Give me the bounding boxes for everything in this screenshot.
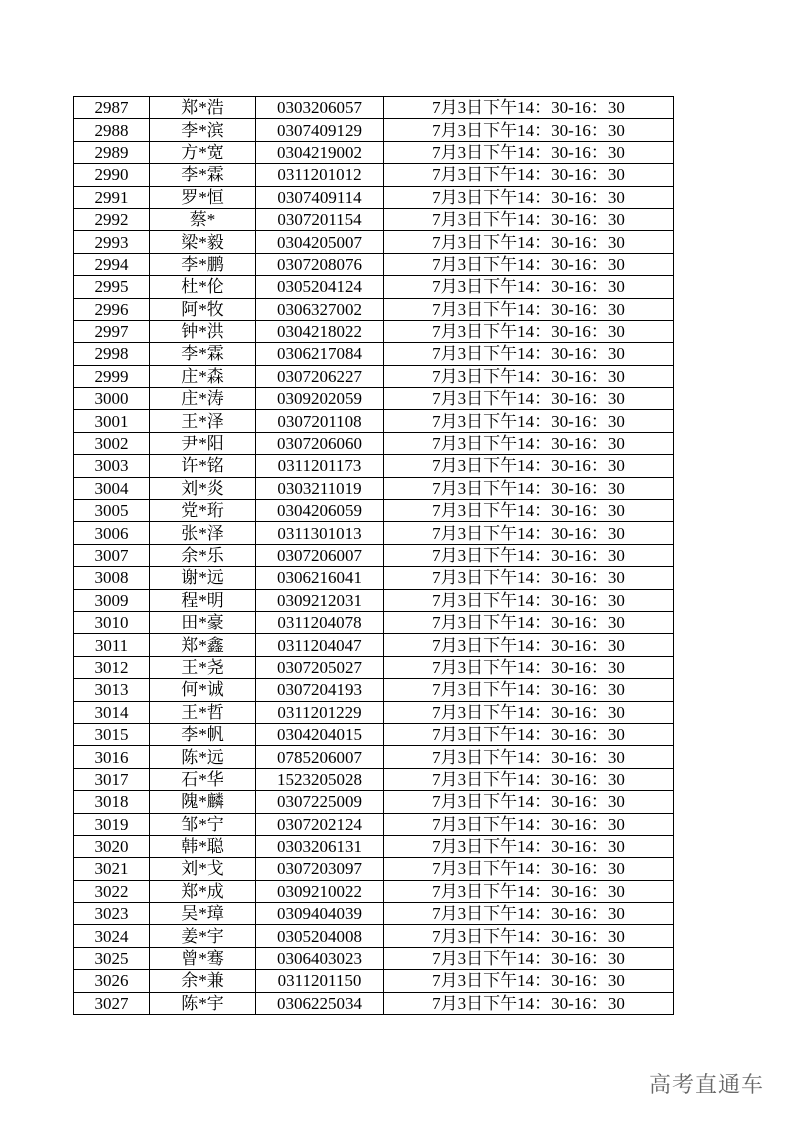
id-number-cell: 0311201012 xyxy=(256,164,384,186)
exam-time-cell: 7月3日下午14：30-16：30 xyxy=(384,768,674,790)
table-row xyxy=(74,947,674,969)
seq-number-cell: 2993 xyxy=(74,231,150,253)
name-cell: 刘*炎 xyxy=(150,477,256,499)
table-row xyxy=(74,410,674,432)
id-number-cell: 0303206057 xyxy=(256,97,384,119)
seq-number-cell: 3007 xyxy=(74,544,150,566)
table-row xyxy=(74,634,674,656)
seq-number-cell: 3013 xyxy=(74,679,150,701)
exam-time-cell: 7月3日下午14：30-16：30 xyxy=(384,835,674,857)
seq-number-cell: 3001 xyxy=(74,410,150,432)
id-number-cell: 0307201154 xyxy=(256,208,384,230)
exam-time-cell: 7月3日下午14：30-16：30 xyxy=(384,343,674,365)
name-cell: 许*铭 xyxy=(150,455,256,477)
table-row xyxy=(74,388,674,410)
id-number-cell: 0304219002 xyxy=(256,141,384,163)
id-number-cell: 0309404039 xyxy=(256,903,384,925)
name-cell: 罗*恒 xyxy=(150,186,256,208)
table-row xyxy=(74,544,674,566)
seq-number-cell: 3026 xyxy=(74,970,150,992)
exam-time-cell: 7月3日下午14：30-16：30 xyxy=(384,679,674,701)
name-cell: 邹*宁 xyxy=(150,813,256,835)
exam-time-cell: 7月3日下午14：30-16：30 xyxy=(384,813,674,835)
id-number-cell: 0307409114 xyxy=(256,186,384,208)
seq-number-cell: 3009 xyxy=(74,589,150,611)
seq-number-cell: 3003 xyxy=(74,455,150,477)
id-number-cell: 0307225009 xyxy=(256,791,384,813)
exam-time-cell: 7月3日下午14：30-16：30 xyxy=(384,119,674,141)
table-row xyxy=(74,791,674,813)
table-row xyxy=(74,679,674,701)
table-row xyxy=(74,970,674,992)
table-row xyxy=(74,880,674,902)
exam-time-cell: 7月3日下午14：30-16：30 xyxy=(384,925,674,947)
exam-time-cell: 7月3日下午14：30-16：30 xyxy=(384,544,674,566)
table-row xyxy=(74,925,674,947)
name-cell: 梁*毅 xyxy=(150,231,256,253)
exam-time-cell: 7月3日下午14：30-16：30 xyxy=(384,208,674,230)
seq-number-cell: 3004 xyxy=(74,477,150,499)
roster-body xyxy=(74,97,674,1015)
id-number-cell: 0311201150 xyxy=(256,970,384,992)
name-cell: 陈*远 xyxy=(150,746,256,768)
table-row xyxy=(74,455,674,477)
id-number-cell: 0306327002 xyxy=(256,298,384,320)
table-row xyxy=(74,432,674,454)
seq-number-cell: 3024 xyxy=(74,925,150,947)
table-row xyxy=(74,477,674,499)
seq-number-cell: 3021 xyxy=(74,858,150,880)
exam-time-cell: 7月3日下午14：30-16：30 xyxy=(384,656,674,678)
table-row xyxy=(74,746,674,768)
exam-time-cell: 7月3日下午14：30-16：30 xyxy=(384,723,674,745)
exam-time-cell: 7月3日下午14：30-16：30 xyxy=(384,858,674,880)
table-row xyxy=(74,343,674,365)
name-cell: 姜*宇 xyxy=(150,925,256,947)
exam-time-cell: 7月3日下午14：30-16：30 xyxy=(384,410,674,432)
exam-time-cell: 7月3日下午14：30-16：30 xyxy=(384,164,674,186)
seq-number-cell: 2994 xyxy=(74,253,150,275)
seq-number-cell: 3019 xyxy=(74,813,150,835)
id-number-cell: 0307206227 xyxy=(256,365,384,387)
table-row xyxy=(74,186,674,208)
table-row xyxy=(74,589,674,611)
table-row xyxy=(74,276,674,298)
id-number-cell: 0304206059 xyxy=(256,500,384,522)
exam-time-cell: 7月3日下午14：30-16：30 xyxy=(384,432,674,454)
exam-time-cell: 7月3日下午14：30-16：30 xyxy=(384,231,674,253)
seq-number-cell: 3012 xyxy=(74,656,150,678)
exam-time-cell: 7月3日下午14：30-16：30 xyxy=(384,791,674,813)
exam-time-cell: 7月3日下午14：30-16：30 xyxy=(384,365,674,387)
seq-number-cell: 3027 xyxy=(74,992,150,1014)
seq-number-cell: 3011 xyxy=(74,634,150,656)
exam-time-cell: 7月3日下午14：30-16：30 xyxy=(384,97,674,119)
id-number-cell: 0309212031 xyxy=(256,589,384,611)
name-cell: 曾*骞 xyxy=(150,947,256,969)
name-cell: 王*尧 xyxy=(150,656,256,678)
id-number-cell: 0307205027 xyxy=(256,656,384,678)
table-row xyxy=(74,231,674,253)
table-row xyxy=(74,701,674,723)
id-number-cell: 0304205007 xyxy=(256,231,384,253)
seq-number-cell: 2990 xyxy=(74,164,150,186)
table-row xyxy=(74,611,674,633)
name-cell: 张*泽 xyxy=(150,522,256,544)
table-row xyxy=(74,992,674,1014)
id-number-cell: 0306217084 xyxy=(256,343,384,365)
exam-time-cell: 7月3日下午14：30-16：30 xyxy=(384,701,674,723)
table-row xyxy=(74,208,674,230)
seq-number-cell: 3015 xyxy=(74,723,150,745)
seq-number-cell: 3005 xyxy=(74,500,150,522)
id-number-cell: 0306216041 xyxy=(256,567,384,589)
name-cell: 李*鹏 xyxy=(150,253,256,275)
table-row xyxy=(74,768,674,790)
name-cell: 郑*浩 xyxy=(150,97,256,119)
name-cell: 何*诚 xyxy=(150,679,256,701)
id-number-cell: 0303206131 xyxy=(256,835,384,857)
seq-number-cell: 2996 xyxy=(74,298,150,320)
exam-time-cell: 7月3日下午14：30-16：30 xyxy=(384,634,674,656)
table-row xyxy=(74,723,674,745)
id-number-cell: 0304204015 xyxy=(256,723,384,745)
table-row xyxy=(74,500,674,522)
table-row xyxy=(74,567,674,589)
name-cell: 韩*聪 xyxy=(150,835,256,857)
name-cell: 党*珩 xyxy=(150,500,256,522)
id-number-cell: 0307203097 xyxy=(256,858,384,880)
id-number-cell: 0307206060 xyxy=(256,432,384,454)
seq-number-cell: 3006 xyxy=(74,522,150,544)
name-cell: 田*豪 xyxy=(150,611,256,633)
name-cell: 程*明 xyxy=(150,589,256,611)
exam-time-cell: 7月3日下午14：30-16：30 xyxy=(384,903,674,925)
name-cell: 庄*森 xyxy=(150,365,256,387)
exam-time-cell: 7月3日下午14：30-16：30 xyxy=(384,298,674,320)
name-cell: 陈*宇 xyxy=(150,992,256,1014)
watermark-text: 高考直通车 xyxy=(648,1073,764,1098)
roster-table xyxy=(73,96,674,1015)
table-row xyxy=(74,656,674,678)
exam-time-cell: 7月3日下午14：30-16：30 xyxy=(384,947,674,969)
id-number-cell: 1523205028 xyxy=(256,768,384,790)
seq-number-cell: 2987 xyxy=(74,97,150,119)
name-cell: 吴*璋 xyxy=(150,903,256,925)
exam-time-cell: 7月3日下午14：30-16：30 xyxy=(384,388,674,410)
exam-time-cell: 7月3日下午14：30-16：30 xyxy=(384,253,674,275)
id-number-cell: 0309210022 xyxy=(256,880,384,902)
id-number-cell: 0307208076 xyxy=(256,253,384,275)
exam-time-cell: 7月3日下午14：30-16：30 xyxy=(384,970,674,992)
id-number-cell: 0305204124 xyxy=(256,276,384,298)
name-cell: 李*霖 xyxy=(150,164,256,186)
exam-time-cell: 7月3日下午14：30-16：30 xyxy=(384,320,674,342)
name-cell: 余*乐 xyxy=(150,544,256,566)
seq-number-cell: 2998 xyxy=(74,343,150,365)
exam-time-cell: 7月3日下午14：30-16：30 xyxy=(384,186,674,208)
id-number-cell: 0311201173 xyxy=(256,455,384,477)
name-cell: 尹*阳 xyxy=(150,432,256,454)
seq-number-cell: 3002 xyxy=(74,432,150,454)
seq-number-cell: 3018 xyxy=(74,791,150,813)
table-row xyxy=(74,835,674,857)
exam-time-cell: 7月3日下午14：30-16：30 xyxy=(384,992,674,1014)
exam-time-cell: 7月3日下午14：30-16：30 xyxy=(384,276,674,298)
id-number-cell: 0309202059 xyxy=(256,388,384,410)
table-row xyxy=(74,903,674,925)
id-number-cell: 0311201229 xyxy=(256,701,384,723)
table-row xyxy=(74,97,674,119)
id-number-cell: 0306225034 xyxy=(256,992,384,1014)
name-cell: 阿*牧 xyxy=(150,298,256,320)
exam-time-cell: 7月3日下午14：30-16：30 xyxy=(384,567,674,589)
name-cell: 庄*涛 xyxy=(150,388,256,410)
table-row xyxy=(74,365,674,387)
id-number-cell: 0307409129 xyxy=(256,119,384,141)
name-cell: 李*霖 xyxy=(150,343,256,365)
id-number-cell: 0785206007 xyxy=(256,746,384,768)
id-number-cell: 0306403023 xyxy=(256,947,384,969)
exam-time-cell: 7月3日下午14：30-16：30 xyxy=(384,746,674,768)
id-number-cell: 0311301013 xyxy=(256,522,384,544)
id-number-cell: 0311204078 xyxy=(256,611,384,633)
seq-number-cell: 2999 xyxy=(74,365,150,387)
id-number-cell: 0305204008 xyxy=(256,925,384,947)
exam-time-cell: 7月3日下午14：30-16：30 xyxy=(384,141,674,163)
exam-time-cell: 7月3日下午14：30-16：30 xyxy=(384,589,674,611)
table-row xyxy=(74,164,674,186)
name-cell: 郑*鑫 xyxy=(150,634,256,656)
name-cell: 方*宽 xyxy=(150,141,256,163)
exam-time-cell: 7月3日下午14：30-16：30 xyxy=(384,500,674,522)
table-row xyxy=(74,813,674,835)
seq-number-cell: 3025 xyxy=(74,947,150,969)
seq-number-cell: 2997 xyxy=(74,320,150,342)
name-cell: 杜*伦 xyxy=(150,276,256,298)
id-number-cell: 0311204047 xyxy=(256,634,384,656)
seq-number-cell: 3010 xyxy=(74,611,150,633)
table-row xyxy=(74,141,674,163)
name-cell: 李*滨 xyxy=(150,119,256,141)
id-number-cell: 0304218022 xyxy=(256,320,384,342)
exam-time-cell: 7月3日下午14：30-16：30 xyxy=(384,522,674,544)
id-number-cell: 0307204193 xyxy=(256,679,384,701)
seq-number-cell: 3022 xyxy=(74,880,150,902)
name-cell: 李*帆 xyxy=(150,723,256,745)
name-cell: 刘*戈 xyxy=(150,858,256,880)
seq-number-cell: 3014 xyxy=(74,701,150,723)
name-cell: 蔡* xyxy=(150,208,256,230)
name-cell: 余*兼 xyxy=(150,970,256,992)
seq-number-cell: 3023 xyxy=(74,903,150,925)
seq-number-cell: 2991 xyxy=(74,186,150,208)
table-row xyxy=(74,298,674,320)
seq-number-cell: 2995 xyxy=(74,276,150,298)
seq-number-cell: 3000 xyxy=(74,388,150,410)
seq-number-cell: 2988 xyxy=(74,119,150,141)
exam-time-cell: 7月3日下午14：30-16：30 xyxy=(384,880,674,902)
name-cell: 钟*洪 xyxy=(150,320,256,342)
table-row xyxy=(74,320,674,342)
exam-time-cell: 7月3日下午14：30-16：30 xyxy=(384,611,674,633)
seq-number-cell: 3020 xyxy=(74,835,150,857)
table-row xyxy=(74,858,674,880)
name-cell: 谢*远 xyxy=(150,567,256,589)
id-number-cell: 0307201108 xyxy=(256,410,384,432)
table-row xyxy=(74,119,674,141)
seq-number-cell: 2992 xyxy=(74,208,150,230)
seq-number-cell: 3016 xyxy=(74,746,150,768)
seq-number-cell: 3017 xyxy=(74,768,150,790)
seq-number-cell: 2989 xyxy=(74,141,150,163)
name-cell: 王*哲 xyxy=(150,701,256,723)
name-cell: 隗*麟 xyxy=(150,791,256,813)
id-number-cell: 0307202124 xyxy=(256,813,384,835)
name-cell: 郑*成 xyxy=(150,880,256,902)
seq-number-cell: 3008 xyxy=(74,567,150,589)
table-row xyxy=(74,522,674,544)
name-cell: 王*泽 xyxy=(150,410,256,432)
id-number-cell: 0303211019 xyxy=(256,477,384,499)
exam-time-cell: 7月3日下午14：30-16：30 xyxy=(384,455,674,477)
exam-time-cell: 7月3日下午14：30-16：30 xyxy=(384,477,674,499)
table-row xyxy=(74,253,674,275)
id-number-cell: 0307206007 xyxy=(256,544,384,566)
name-cell: 石*华 xyxy=(150,768,256,790)
